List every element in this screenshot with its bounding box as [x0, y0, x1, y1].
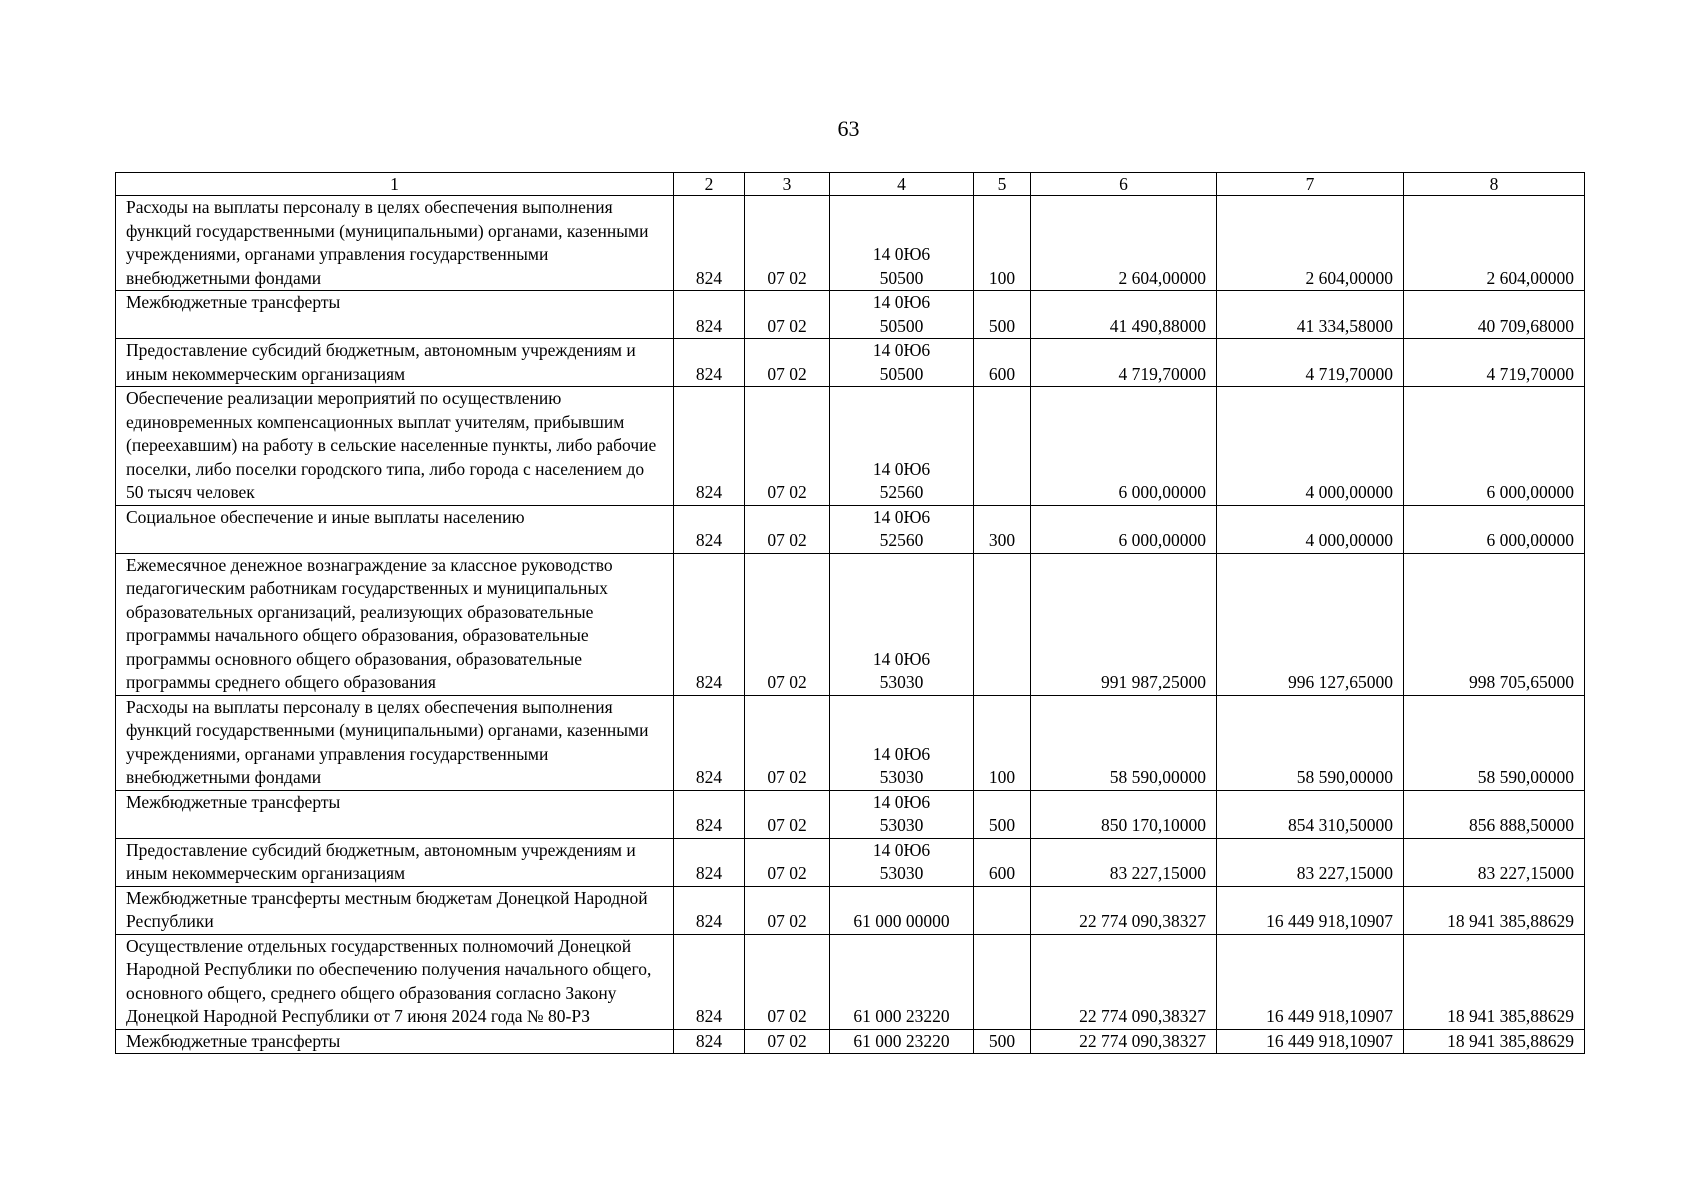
- row-description: Предоставление субсидий бюджетным, автономным учреждениям и иным некоммерческим организациям: [116, 838, 674, 886]
- cell-target-code: 61 000 23220: [830, 1029, 974, 1054]
- column-header: 5: [974, 173, 1031, 196]
- cell-amount: 854 310,50000: [1217, 790, 1404, 838]
- cell-amount: 18 941 385,88629: [1404, 886, 1585, 934]
- cell-ministry-code: 824: [674, 1029, 745, 1054]
- cell-section-code: 07 02: [745, 1029, 830, 1054]
- cell-amount: 40 709,68000: [1404, 291, 1585, 339]
- cell-expense-type: [974, 886, 1031, 934]
- cell-amount: 850 170,10000: [1031, 790, 1217, 838]
- cell-amount: 6 000,00000: [1031, 387, 1217, 506]
- cell-target-code: 14 0Ю6 53030: [830, 695, 974, 790]
- row-description: Обеспечение реализации мероприятий по осуществлению единовременных компенсационных выплат учителям, прибывшим (переехавшим) на работу в сельские населенные пункты, либо рабочие поселки, либо поселки городского типа, либо города с населением до 50 тысяч человек: [116, 387, 674, 506]
- cell-amount: 4 719,70000: [1031, 339, 1217, 387]
- row-description: Ежемесячное денежное вознаграждение за классное руководство педагогическим работникам государственных и муниципальных образовательных организаций, реализующих образовательные программы начального общего образования, образовательные программы основного общего образования, образовательные программы среднего общего образования: [116, 553, 674, 695]
- cell-amount: 16 449 918,10907: [1217, 1029, 1404, 1054]
- table-row: [116, 695, 1585, 790]
- table-row: [116, 553, 1585, 695]
- row-description: Социальное обеспечение и иные выплаты населению: [116, 505, 674, 553]
- cell-amount: 41 490,88000: [1031, 291, 1217, 339]
- cell-section-code: 07 02: [745, 838, 830, 886]
- row-description: Расходы на выплаты персоналу в целях обеспечения выполнения функций государственными (муниципальными) органами, казенными учреждениями, органами управления государственными внебюджетными фондами: [116, 196, 674, 291]
- row-description: Предоставление субсидий бюджетным, автономным учреждениям и иным некоммерческим организациям: [116, 339, 674, 387]
- cell-expense-type: [974, 934, 1031, 1029]
- cell-expense-type: 100: [974, 695, 1031, 790]
- row-description: Межбюджетные трансферты: [116, 790, 674, 838]
- cell-expense-type: 500: [974, 790, 1031, 838]
- table-row: [116, 886, 1585, 934]
- column-header: 2: [674, 173, 745, 196]
- cell-amount: 83 227,15000: [1031, 838, 1217, 886]
- header-row: [116, 173, 1585, 196]
- table-row: [116, 790, 1585, 838]
- cell-amount: 2 604,00000: [1031, 196, 1217, 291]
- cell-section-code: 07 02: [745, 505, 830, 553]
- cell-amount: 18 941 385,88629: [1404, 934, 1585, 1029]
- cell-amount: 16 449 918,10907: [1217, 886, 1404, 934]
- column-header: 8: [1404, 173, 1585, 196]
- cell-target-code: 61 000 00000: [830, 886, 974, 934]
- cell-amount: 991 987,25000: [1031, 553, 1217, 695]
- cell-expense-type: 600: [974, 339, 1031, 387]
- table-row: [116, 934, 1585, 1029]
- row-description: Расходы на выплаты персоналу в целях обеспечения выполнения функций государственными (муниципальными) органами, казенными учреждениями, органами управления государственными внебюджетными фондами: [116, 695, 674, 790]
- cell-amount: 16 449 918,10907: [1217, 934, 1404, 1029]
- table-row: [116, 838, 1585, 886]
- cell-expense-type: [974, 553, 1031, 695]
- column-header: 1: [116, 173, 674, 196]
- cell-amount: 4 719,70000: [1217, 339, 1404, 387]
- cell-ministry-code: 824: [674, 886, 745, 934]
- cell-ministry-code: 824: [674, 790, 745, 838]
- cell-amount: 18 941 385,88629: [1404, 1029, 1585, 1054]
- cell-amount: 22 774 090,38327: [1031, 934, 1217, 1029]
- cell-section-code: 07 02: [745, 387, 830, 506]
- cell-target-code: 14 0Ю6 50500: [830, 291, 974, 339]
- cell-amount: 6 000,00000: [1404, 505, 1585, 553]
- cell-expense-type: 100: [974, 196, 1031, 291]
- cell-ministry-code: 824: [674, 196, 745, 291]
- cell-section-code: 07 02: [745, 196, 830, 291]
- cell-target-code: 14 0Ю6 52560: [830, 505, 974, 553]
- cell-section-code: 07 02: [745, 790, 830, 838]
- table-row: [116, 1029, 1585, 1054]
- cell-expense-type: [974, 387, 1031, 506]
- cell-target-code: 61 000 23220: [830, 934, 974, 1029]
- cell-amount: 4 719,70000: [1404, 339, 1585, 387]
- cell-amount: 58 590,00000: [1404, 695, 1585, 790]
- cell-amount: 41 334,58000: [1217, 291, 1404, 339]
- row-description: Межбюджетные трансферты местным бюджетам Донецкой Народной Республики: [116, 886, 674, 934]
- cell-section-code: 07 02: [745, 553, 830, 695]
- page-number: 63: [837, 116, 860, 141]
- cell-amount: 22 774 090,38327: [1031, 886, 1217, 934]
- cell-target-code: 14 0Ю6 50500: [830, 196, 974, 291]
- cell-ministry-code: 824: [674, 505, 745, 553]
- row-description: Осуществление отдельных государственных полномочий Донецкой Народной Республики по обеспечению получения начального общего, основного общего, среднего общего образования согласно Закону Донецкой Народной Республики от 7 июня 2024 года № 80-РЗ: [116, 934, 674, 1029]
- cell-expense-type: 300: [974, 505, 1031, 553]
- column-header: 3: [745, 173, 830, 196]
- budget-table: [115, 172, 1585, 1054]
- cell-ministry-code: 824: [674, 387, 745, 506]
- table-row: [116, 387, 1585, 506]
- table-row: [116, 339, 1585, 387]
- column-header: 4: [830, 173, 974, 196]
- cell-section-code: 07 02: [745, 934, 830, 1029]
- cell-expense-type: 500: [974, 291, 1031, 339]
- cell-amount: 83 227,15000: [1217, 838, 1404, 886]
- table-row: [116, 196, 1585, 291]
- cell-amount: 2 604,00000: [1404, 196, 1585, 291]
- cell-ministry-code: 824: [674, 934, 745, 1029]
- cell-target-code: 14 0Ю6 53030: [830, 553, 974, 695]
- cell-expense-type: 600: [974, 838, 1031, 886]
- row-description: Межбюджетные трансферты: [116, 291, 674, 339]
- cell-ministry-code: 824: [674, 695, 745, 790]
- cell-ministry-code: 824: [674, 553, 745, 695]
- cell-amount: 6 000,00000: [1031, 505, 1217, 553]
- cell-target-code: 14 0Ю6 53030: [830, 790, 974, 838]
- cell-section-code: 07 02: [745, 291, 830, 339]
- cell-expense-type: 500: [974, 1029, 1031, 1054]
- cell-amount: 6 000,00000: [1404, 387, 1585, 506]
- cell-amount: 998 705,65000: [1404, 553, 1585, 695]
- column-header: 6: [1031, 173, 1217, 196]
- cell-amount: 22 774 090,38327: [1031, 1029, 1217, 1054]
- cell-amount: 4 000,00000: [1217, 387, 1404, 506]
- cell-target-code: 14 0Ю6 52560: [830, 387, 974, 506]
- column-header: 7: [1217, 173, 1404, 196]
- cell-target-code: 14 0Ю6 53030: [830, 838, 974, 886]
- cell-ministry-code: 824: [674, 838, 745, 886]
- cell-amount: 2 604,00000: [1217, 196, 1404, 291]
- cell-ministry-code: 824: [674, 339, 745, 387]
- cell-ministry-code: 824: [674, 291, 745, 339]
- cell-target-code: 14 0Ю6 50500: [830, 339, 974, 387]
- cell-amount: 996 127,65000: [1217, 553, 1404, 695]
- cell-section-code: 07 02: [745, 339, 830, 387]
- table-row: [116, 291, 1585, 339]
- cell-section-code: 07 02: [745, 695, 830, 790]
- cell-amount: 856 888,50000: [1404, 790, 1585, 838]
- cell-amount: 83 227,15000: [1404, 838, 1585, 886]
- cell-section-code: 07 02: [745, 886, 830, 934]
- table-row: [116, 505, 1585, 553]
- cell-amount: 58 590,00000: [1031, 695, 1217, 790]
- row-description: Межбюджетные трансферты: [116, 1029, 674, 1054]
- cell-amount: 58 590,00000: [1217, 695, 1404, 790]
- cell-amount: 4 000,00000: [1217, 505, 1404, 553]
